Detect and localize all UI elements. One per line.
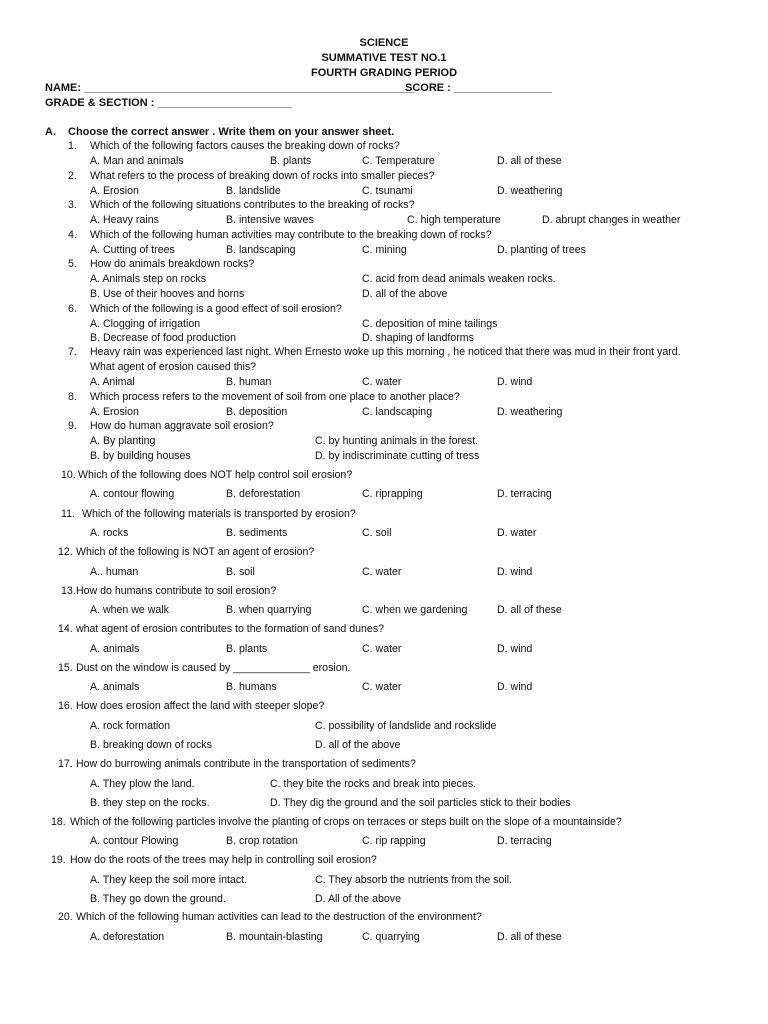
answer-option: D. They dig the ground and the soil particles stick to their bodies <box>270 797 571 809</box>
question-text: How do the roots of the trees may help in controlling soil erosion? <box>70 854 377 866</box>
answer-option: D. wind <box>497 566 533 578</box>
question-text: How do humans contribute to soil erosion? <box>76 585 277 597</box>
answer-option: B. when quarrying <box>226 604 312 616</box>
answer-option: A. They plow the land. <box>90 778 195 790</box>
answer-option: A. Erosion <box>90 185 139 197</box>
answer-option: D. terracing <box>497 835 552 847</box>
answer-option: C. water <box>362 643 402 655</box>
answer-option: B. mountain-blasting <box>226 931 323 943</box>
answer-option: A. Clogging of irrigation <box>90 318 201 330</box>
period-title: FOURTH GRADING PERIOD <box>310 67 458 79</box>
answer-option: D. by indiscriminate cutting of tress <box>315 450 480 462</box>
answer-option: D. all of the above <box>362 288 448 300</box>
answer-option: D. abrupt changes in weather <box>542 214 681 226</box>
answer-option: A. contour flowing <box>90 488 175 500</box>
question-number: 16. <box>58 700 73 712</box>
answer-option: C. water <box>362 681 402 693</box>
question-number: 4. <box>68 229 77 241</box>
question-text: How do animals breakdown rocks? <box>90 258 255 270</box>
question-number: 5. <box>68 258 77 270</box>
answer-option: D. wind <box>497 643 533 655</box>
question-text: Heavy rain was experienced last night. When Ernesto woke up this morning , he noticed that there was mud in their front yard. <box>90 346 681 358</box>
answer-option: B. plants <box>226 643 268 655</box>
question-text: Which of the following is a good effect of soil erosion? <box>90 303 342 315</box>
question-number: 13. <box>61 585 76 597</box>
question-text: How do burrowing animals contribute in the transportation of sediments? <box>76 758 416 770</box>
test-title: SUMMATIVE TEST NO.1 <box>321 52 447 64</box>
answer-option: B. Use of their hooves and horns <box>90 288 245 300</box>
question-text: Which of the following is NOT an agent of erosion? <box>76 546 315 558</box>
answer-option: B. by building houses <box>90 450 191 462</box>
answer-option: C. tsunami <box>362 185 413 197</box>
answer-option: B. intensive waves <box>226 214 314 226</box>
question-number: 8. <box>68 391 77 403</box>
question-number: 9. <box>68 420 77 432</box>
question-number: 18. <box>51 816 66 828</box>
section-instruction: Choose the correct answer . Write them on your answer sheet. <box>68 126 395 138</box>
question-number: 15. <box>58 662 73 674</box>
answer-option: B. deforestation <box>226 488 301 500</box>
section-letter: A. <box>45 126 56 138</box>
answer-option: C. they bite the rocks and break into pieces. <box>270 778 477 790</box>
answer-option: C. by hunting animals in the forest. <box>315 435 479 447</box>
question-text: Which of the following materials is transported by erosion? <box>82 508 356 520</box>
answer-option: A. They keep the soil more intact. <box>90 874 248 886</box>
question-text: Dust on the window is caused by _____________ erosion. <box>76 662 351 674</box>
answer-option: D. weathering <box>497 406 563 418</box>
question-text: How does erosion affect the land with steeper slope? <box>76 700 325 712</box>
answer-option: C. soil <box>362 527 392 539</box>
question-number: 12. <box>58 546 73 558</box>
question-text: Which of the following does NOT help control soil erosion? <box>78 469 353 481</box>
answer-option: B. landslide <box>226 185 281 197</box>
answer-option: C. landscaping <box>362 406 433 418</box>
answer-option: D. all of these <box>497 931 562 943</box>
answer-option: A. Erosion <box>90 406 139 418</box>
answer-option: B. They go down the ground. <box>90 893 226 905</box>
answer-option: B. humans <box>226 681 277 693</box>
answer-option: A.. human <box>90 566 139 578</box>
answer-option: D. all of the above <box>315 739 401 751</box>
answer-option: C. quarrying <box>362 931 420 943</box>
question-text: Which of the following particles involve the planting of crops on terraces or steps built on the slope of a mountainside? <box>70 816 622 828</box>
answer-option: B. crop rotation <box>226 835 298 847</box>
answer-option: D. wind <box>497 376 533 388</box>
answer-option: D. All of the above <box>315 893 401 905</box>
question-text: Which of the following situations contributes to the breaking of rocks? <box>90 199 415 211</box>
answer-option: A. rocks <box>90 527 129 539</box>
answer-option: B. soil <box>226 566 255 578</box>
answer-option: B. plants <box>270 155 312 167</box>
answer-option: B. breaking down of rocks <box>90 739 212 751</box>
answer-option: A. By planting <box>90 435 156 447</box>
question-number: 10. <box>61 469 76 481</box>
answer-option: A. deforestation <box>90 931 165 943</box>
question-text: Which of the following human activities may contribute to the breaking down of rocks? <box>90 229 492 241</box>
answer-option: B. landscaping <box>226 244 296 256</box>
answer-option: C. acid from dead animals weaken rocks. <box>362 273 556 285</box>
answer-option: D. water <box>497 527 537 539</box>
question-text-continued: What agent of erosion caused this? <box>90 361 257 373</box>
answer-option: D. shaping of landforms <box>362 332 474 344</box>
question-text: Which of the following human activities can lead to the destruction of the environment? <box>76 911 482 923</box>
score-field-line: SCORE : ________________ <box>405 82 552 94</box>
answer-option: A. rock formation <box>90 720 171 732</box>
answer-option: B. human <box>226 376 272 388</box>
answer-option: A. Animals step on rocks <box>90 273 206 285</box>
question-number: 17. <box>58 758 73 770</box>
answer-option: C. They absorb the nutrients from the soil. <box>315 874 513 886</box>
answer-option: D. weathering <box>497 185 563 197</box>
answer-option: B. Decrease of food production <box>90 332 237 344</box>
answer-option: D. all of these <box>497 604 562 616</box>
answer-option: B. deposition <box>226 406 288 418</box>
question-number: 2. <box>68 170 77 182</box>
answer-option: C. water <box>362 566 402 578</box>
answer-option: C. deposition of mine tailings <box>362 318 498 330</box>
answer-option: A. Animal <box>90 376 135 388</box>
question-number: 11. <box>61 508 75 520</box>
answer-option: C. when we gardening <box>362 604 468 616</box>
question-text: What refers to the process of breaking down of rocks into smaller pieces? <box>90 170 435 182</box>
answer-option: C. Temperature <box>362 155 435 167</box>
answer-option: C. water <box>362 376 402 388</box>
answer-option: D. all of these <box>497 155 562 167</box>
question-number: 20. <box>58 911 73 923</box>
question-number: 3. <box>68 199 77 211</box>
answer-option: D. planting of trees <box>497 244 586 256</box>
name-field-line: NAME: ______________________________________________________ <box>45 82 415 94</box>
answer-option: A. animals <box>90 681 140 693</box>
question-text: Which process refers to the movement of soil from one place to another place? <box>90 391 460 403</box>
question-text: what agent of erosion contributes to the formation of sand dunes? <box>76 623 385 635</box>
question-text: How do human aggravate soil erosion? <box>90 420 274 432</box>
answer-option: A. Man and animals <box>90 155 184 167</box>
question-number: 6. <box>68 303 77 315</box>
question-number: 19. <box>51 854 66 866</box>
answer-option: C. rip rapping <box>362 835 426 847</box>
answer-option: C. high temperature <box>407 214 501 226</box>
question-number: 1. <box>68 140 77 152</box>
question-number: 14. <box>58 623 73 635</box>
answer-option: B. sediments <box>226 527 288 539</box>
answer-option: C. mining <box>362 244 407 256</box>
answer-option: A. Heavy rains <box>90 214 159 226</box>
answer-option: A. contour Plowing <box>90 835 179 847</box>
answer-option: A. Cutting of trees <box>90 244 175 256</box>
answer-option: B. they step on the rocks. <box>90 797 210 809</box>
question-number: 7. <box>68 346 77 358</box>
answer-option: A. animals <box>90 643 140 655</box>
answer-option: D. wind <box>497 681 533 693</box>
answer-option: C. riprapping <box>362 488 423 500</box>
answer-option: C. possibility of landslide and rockslide <box>315 720 497 732</box>
grade-section-field-line: GRADE & SECTION : ______________________ <box>45 97 293 109</box>
answer-option: D. terracing <box>497 488 552 500</box>
subject-title: SCIENCE <box>359 37 409 49</box>
answer-option: A. when we walk <box>90 604 169 616</box>
question-text: Which of the following factors causes the breaking down of rocks? <box>90 140 400 152</box>
